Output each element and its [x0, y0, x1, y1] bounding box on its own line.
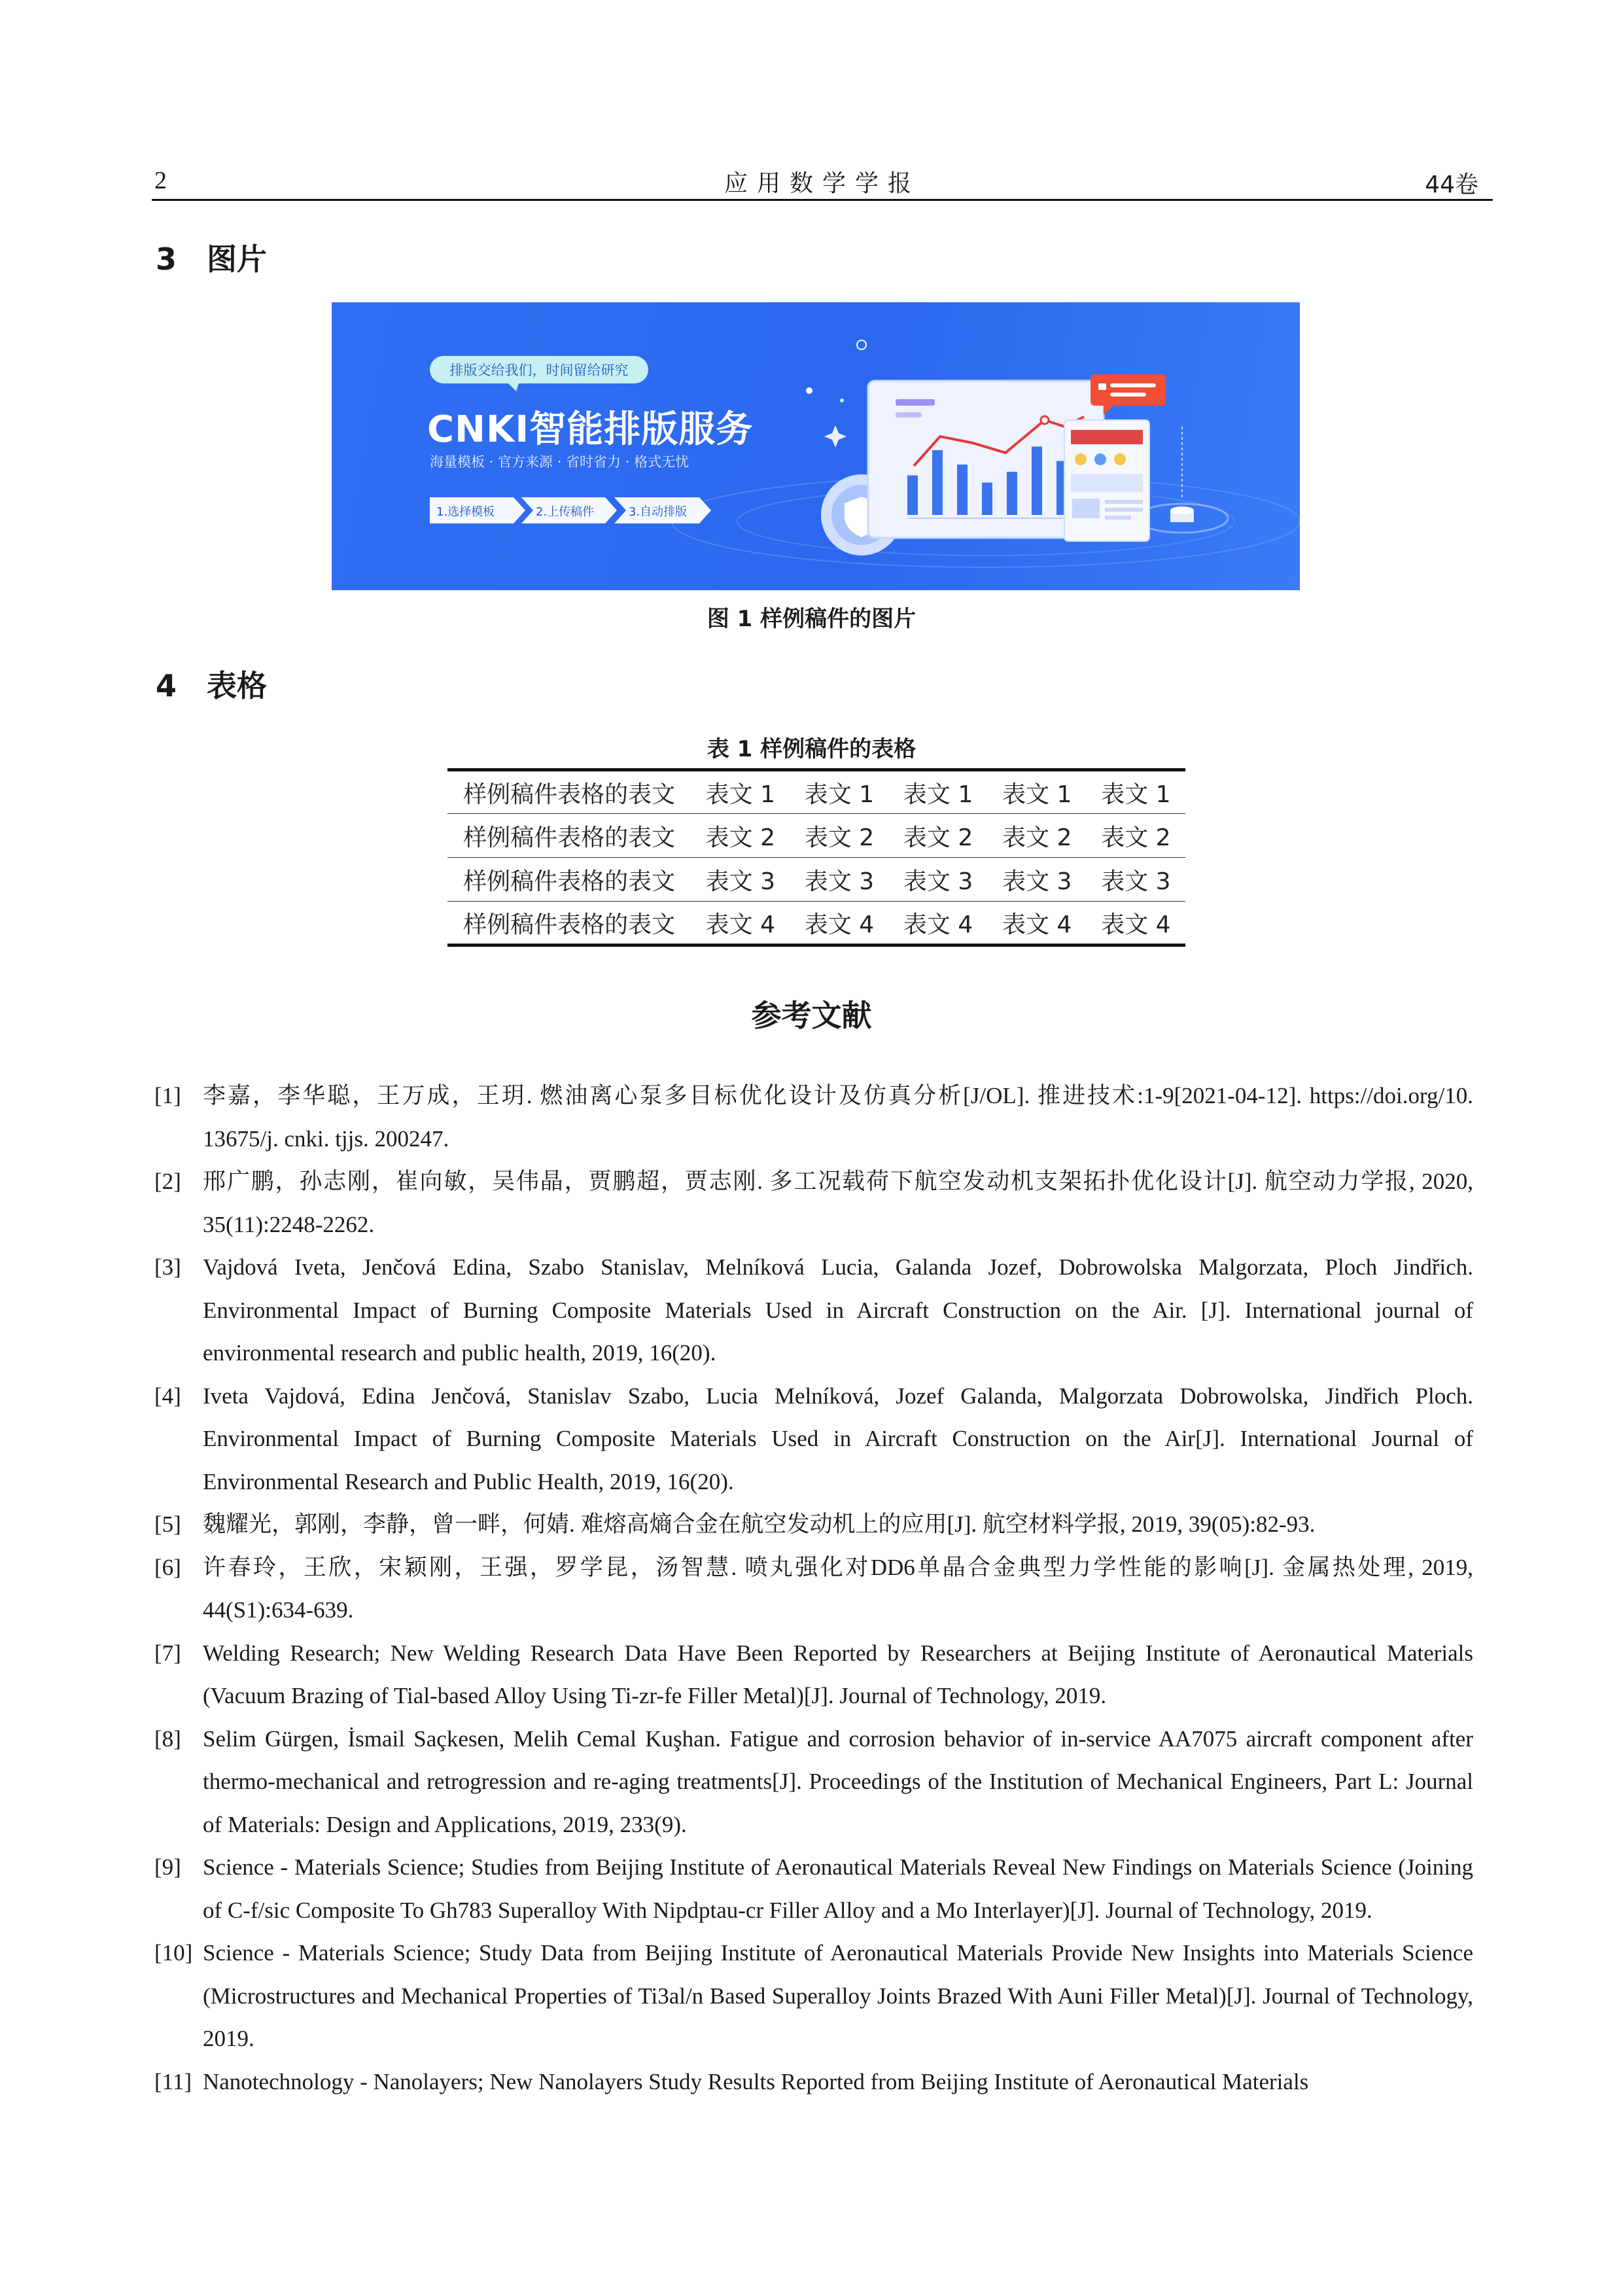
table-cell: 表文 4: [988, 902, 1087, 945]
reference-item: [152, 1074, 1473, 1160]
reference-item: [152, 1932, 1473, 2060]
reference-item: [152, 1160, 1473, 1246]
reference-item: [152, 1632, 1473, 1718]
reference-text: 魏耀光，郭刚，李静，曾一畔，何婧. 难熔高熵合金在航空发动机上的应用[J]. 航空材料学报, 2019, 39(05):82-93.: [203, 1511, 1316, 1537]
section-number: 3: [156, 241, 177, 277]
banner-step-2: 2.上传稿件: [536, 505, 595, 519]
table-row-label: 样例稿件表格的表文: [447, 814, 691, 858]
table-cell: 表文 1: [889, 770, 988, 814]
table-cell: 表文 2: [889, 814, 988, 858]
reference-item: [152, 1503, 1473, 1546]
journal-title: 应用数学学报: [724, 170, 920, 197]
banner-chart-bar: [982, 483, 992, 516]
banner-subtitle: 海量模板 · 官方来源 · 省时省力 · 格式无忧: [430, 454, 689, 470]
table-cell: 表文 1: [691, 770, 790, 814]
table-row-label: 样例稿件表格的表文: [447, 770, 691, 814]
banner-chart-bar: [1032, 447, 1042, 516]
table-cell: 表文 3: [790, 858, 888, 902]
reference-number: [3]: [154, 1254, 181, 1280]
banner-chart-bar: [957, 465, 968, 515]
table-row-label: 样例稿件表格的表文: [447, 902, 691, 945]
section-heading-figures: [156, 236, 267, 279]
banner-step-1: 1.选择模板: [436, 505, 495, 519]
table-row: [447, 814, 1185, 858]
reference-item: [152, 2060, 1473, 2104]
reference-list: [152, 1074, 1473, 2103]
banner-chart-bar: [907, 476, 918, 516]
table-cell: 表文 3: [988, 858, 1087, 902]
table-cell: 表文 1: [1087, 770, 1185, 814]
table-cell: 表文 3: [1087, 858, 1185, 902]
banner-chart-bar: [932, 450, 943, 515]
reference-number: [4]: [154, 1383, 181, 1409]
banner-step-3: 3.自动排版: [629, 505, 688, 519]
table-cell: 表文 2: [790, 814, 888, 858]
reference-item: [152, 1246, 1473, 1375]
banner-chart-bar: [1007, 472, 1017, 515]
table-caption: 表 1 样例稿件的表格: [707, 736, 916, 762]
table-cell: 表文 4: [1087, 902, 1185, 945]
table-cell: 表文 2: [691, 814, 790, 858]
table-row: [447, 902, 1185, 945]
reference-item: [152, 1718, 1473, 1846]
reference-text: Nanotechnology - Nanolayers; New Nanolayers Study Results Reported from Beijing Institute of Aeronautical Materials: [203, 2068, 1309, 2094]
reference-item: [152, 1375, 1473, 1504]
table-row-label: 样例稿件表格的表文: [447, 858, 691, 902]
table-cell: 表文 1: [790, 770, 888, 814]
reference-number: [6]: [154, 1554, 181, 1580]
references-heading: 参考文献: [751, 998, 872, 1033]
table-cell: 表文 3: [889, 858, 988, 902]
reference-text: Science - Materials Science; Study Data from Beijing Institute of Aeronautical Materials Provide New Insights into Materials Science (Microstructures and Mechanical Properties of Ti3al/n Based Superalloy Joints Brazed With Auni Filler Metal)[J]. Journal of Technology, 2019.: [203, 1940, 1473, 2051]
sample-table: [447, 768, 1185, 947]
reference-number: [11]: [154, 2068, 192, 2094]
reference-number: [7]: [154, 1640, 181, 1666]
reference-text: 邢广鹏，孙志刚，崔向敏，吴伟晶，贾鹏超，贾志刚. 多工况载荷下航空发动机支架拓扑优化设计[J]. 航空动力学报, 2020, 35(11):2248-2262.: [203, 1169, 1473, 1237]
table-cell: 表文 4: [889, 902, 988, 945]
reference-number: [1]: [154, 1083, 181, 1108]
banner-tag: 排版交给我们，时间留给研究: [449, 362, 629, 378]
table-row: [447, 858, 1185, 902]
running-header: [152, 165, 1493, 201]
table-cell: 表文 3: [691, 858, 790, 902]
table-cell: 表文 1: [988, 770, 1087, 814]
table-cell: 表文 2: [988, 814, 1087, 858]
reference-text: Iveta Vajdová, Edina Jenčová, Stanislav Szabo, Lucia Melníková, Jozef Galanda, Malgorzata Dobrowolska, Jindřich Ploch. Environmental Impact of Burning Composite Materials Used in Aircraft Construction on the Air[J]. International Journal of Environmental Research and Public Health, 2019, 16(20).: [203, 1383, 1473, 1494]
reference-item: [152, 1846, 1473, 1932]
reference-text: Science - Materials Science; Studies from Beijing Institute of Aeronautical Materials Reveal New Findings on Materials Science (Joining of C-f/sic Composite To Gh783 Superalloy With Nipdptau-cr Filler Alloy and a Mo Interlayer)[J]. Journal of Technology, 2019.: [203, 1854, 1473, 1923]
reference-text: Welding Research; New Welding Research Data Have Been Reported by Researchers at Beijing Institute of Aeronautical Materials (Vacuum Brazing of Tial-based Alloy Using Ti-zr-fe Filler Metal)[J]. Journal of Technology, 2019.: [203, 1640, 1473, 1708]
section-title: 图片: [207, 241, 267, 277]
reference-number: [9]: [154, 1854, 181, 1880]
section-heading-tables: [156, 662, 267, 705]
table-cell: 表文 4: [691, 902, 790, 945]
reference-text: 许春玲，王欣，宋颖刚，王强，罗学昆，汤智慧. 喷丸强化对DD6单晶合金典型力学性能的影响[J]. 金属热处理, 2019, 44(S1):634-639.: [203, 1554, 1473, 1623]
reference-number: [10]: [154, 1940, 193, 1966]
section-title: 表格: [207, 668, 267, 703]
table-cell: 表文 2: [1087, 814, 1185, 858]
page-number: 2: [154, 167, 167, 194]
reference-text: Selim Gürgen, İsmail Saçkesen, Melih Cemal Kuşhan. Fatigue and corrosion behavior of in-service AA7075 aircraft component after thermo-mechanical and retrogression and re-aging treatments[J]. Proceedings of the Institution of Mechanical Engineers, Part L: Journal of Materials: Design and Applications, 2019, 233(9).: [203, 1725, 1473, 1837]
reference-text: 李嘉，李华聪，王万成，王玥. 燃油离心泵多目标优化设计及仿真分析[J/OL]. 推进技术:1-9[2021-04-12]. https://doi.org/10. 13675/j. cnki. tjjs. 200247.: [203, 1083, 1473, 1152]
reference-number: [8]: [154, 1725, 181, 1752]
table-row: [447, 770, 1185, 814]
reference-number: [2]: [154, 1169, 181, 1194]
banner-title: CNKI智能排版服务: [427, 408, 754, 451]
figure-banner-image: [332, 302, 1300, 590]
volume-label: 44卷: [1425, 171, 1478, 198]
reference-text: Vajdová Iveta, Jenčová Edina, Szabo Stanislav, Melníková Lucia, Galanda Jozef, Dobrowolska Malgorzata, Ploch Jindřich. Environmental Impact of Burning Composite Materials Used in Aircraft Construction on the Air. [J]. International journal of environmental research and public health, 2019, 16(20).: [203, 1254, 1473, 1366]
reference-number: [5]: [154, 1511, 181, 1537]
figure-caption: 图 1 样例稿件的图片: [707, 606, 916, 632]
table-cell: 表文 4: [790, 902, 888, 945]
reference-item: [152, 1546, 1473, 1632]
section-number: 4: [156, 668, 177, 703]
